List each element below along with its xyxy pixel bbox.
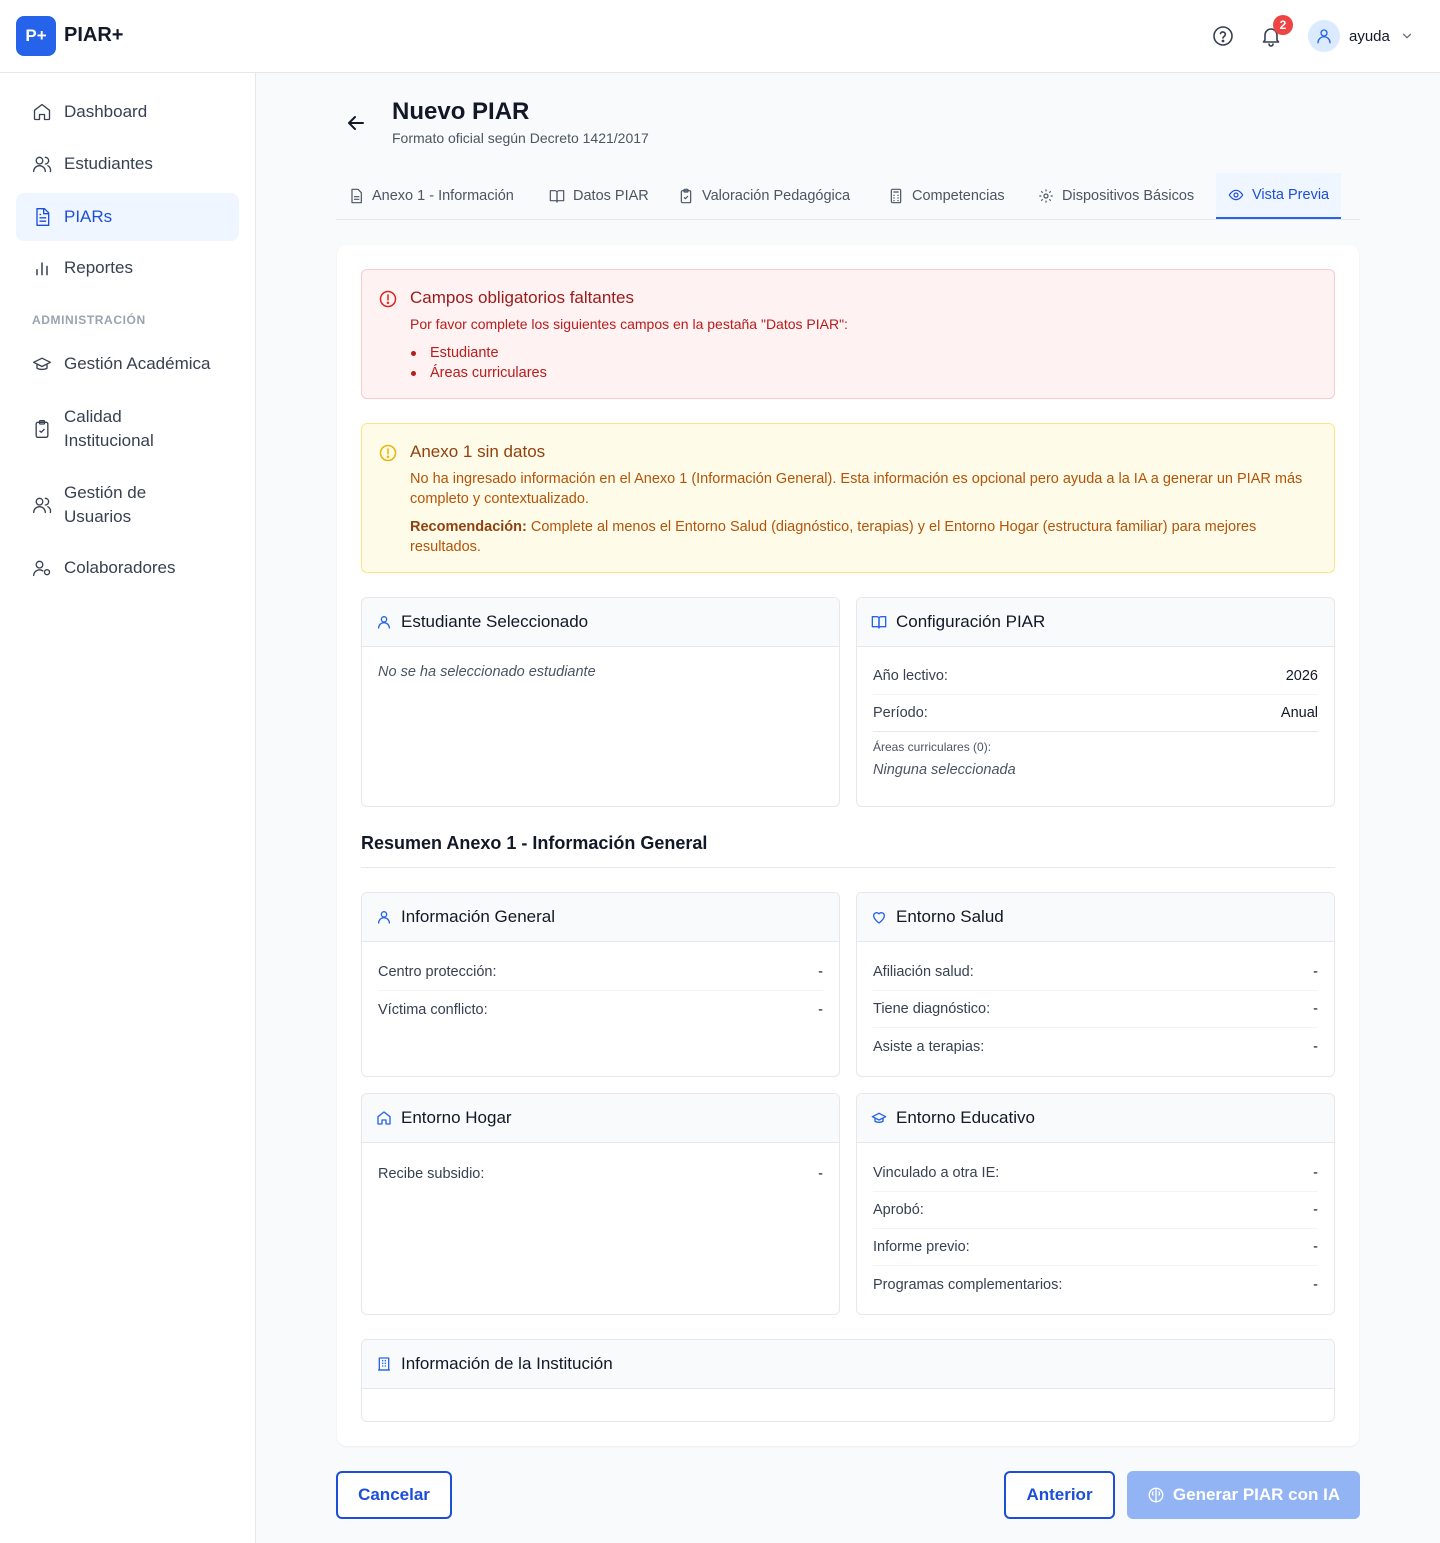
alert-circle-icon: [378, 443, 398, 463]
graduation-cap-icon: [32, 354, 52, 374]
row-label: Informe previo:: [873, 1239, 970, 1255]
row-value: -: [818, 1165, 823, 1182]
salud-panel: [856, 892, 1335, 1077]
panel-title: Información de la Institución: [401, 1354, 613, 1373]
chevron-down-icon: [1400, 29, 1414, 43]
summary-row: [378, 1155, 823, 1192]
sidebar: [0, 73, 256, 1543]
sidebar-item-label: Dashboard: [64, 102, 148, 121]
panel-title: Entorno Hogar: [401, 1108, 512, 1127]
generate-piar-button[interactable]: [1127, 1471, 1360, 1519]
calculator-icon: [888, 188, 904, 204]
hogar-panel: [361, 1093, 840, 1315]
user-cog-icon: [32, 558, 52, 578]
row-label: Centro protección:: [378, 964, 497, 980]
row-label: Tiene diagnóstico:: [873, 1001, 991, 1017]
clipboard-icon: [678, 188, 694, 204]
row-label: Recibe subsidio:: [378, 1165, 485, 1182]
panel-title: Configuración PIAR: [896, 612, 1046, 631]
tab-competencias[interactable]: [876, 173, 1017, 219]
alert-title: Campos obligatorios faltantes: [410, 288, 634, 307]
alert-circle-icon: [378, 289, 398, 309]
page-subtitle: Formato oficial según Decreto 1421/2017: [392, 130, 649, 146]
list-item: Estudiante: [430, 343, 547, 363]
summary-row: [873, 991, 1318, 1028]
users-icon: [32, 154, 52, 174]
panel-header: [857, 1094, 1334, 1143]
row-value: -: [1313, 1239, 1318, 1255]
student-panel: [361, 597, 840, 807]
row-label: Período:: [873, 705, 928, 721]
tab-anexo-1[interactable]: [336, 173, 526, 219]
sidebar-item-label: Reportes: [64, 258, 133, 277]
book-open-icon: [871, 614, 887, 630]
anexo-warning-alert: [361, 423, 1335, 573]
panel-title: Entorno Salud: [896, 907, 1004, 926]
graduation-cap-icon: [871, 1110, 887, 1126]
alert-text: Por favor complete los siguientes campos en la pestaña "Datos PIAR":: [410, 316, 848, 332]
sidebar-item-label: Gestión de Usuarios: [64, 483, 147, 526]
summary-row: [873, 1266, 1318, 1303]
sidebar-item-label: Calidad Institucional: [64, 407, 154, 450]
config-panel: [856, 597, 1335, 807]
areas-label: Áreas curriculares (0):: [873, 740, 992, 754]
educativo-panel: [856, 1093, 1335, 1315]
panel-header: [857, 893, 1334, 942]
alert-text: No ha ingresado información en el Anexo 1 (Información General). Esta información es opcional pero ayuda a la IA a generar un PIAR más completo y contextualizado.: [410, 471, 1303, 507]
info-general-panel: [361, 892, 840, 1077]
row-value: -: [1313, 1202, 1318, 1218]
back-arrow-icon[interactable]: [344, 111, 368, 135]
summary-row: [378, 954, 823, 991]
sidebar-section-admin: ADMINISTRACIÓN: [32, 313, 146, 327]
divider: [361, 867, 1335, 868]
user-menu[interactable]: [1308, 20, 1414, 52]
row-value: -: [818, 1001, 823, 1018]
summary-row: [873, 1028, 1318, 1065]
cog-icon: [1038, 188, 1054, 204]
sidebar-item-dashboard[interactable]: [16, 88, 239, 136]
row-label: Víctima conflicto:: [378, 1001, 488, 1018]
row-value: 2026: [1285, 668, 1318, 684]
areas-empty-text: Ninguna seleccionada: [873, 762, 1016, 778]
top-bar: [0, 0, 1440, 73]
tab-label: Valoración Pedagógica: [702, 188, 851, 204]
panel-header: [362, 1340, 1334, 1389]
previous-button[interactable]: Anterior: [1004, 1471, 1115, 1519]
app-name[interactable]: PIAR+: [64, 24, 124, 46]
tab-datos-piar[interactable]: [537, 173, 661, 219]
row-value: -: [1313, 964, 1318, 980]
help-icon[interactable]: [1211, 24, 1235, 48]
missing-fields-list: [430, 343, 547, 383]
tab-bar: [336, 173, 1360, 220]
book-open-icon: [549, 188, 565, 204]
tab-label: Vista Previa: [1252, 187, 1330, 203]
summary-row: [873, 1155, 1318, 1192]
sidebar-item-gestion-academica[interactable]: [16, 340, 239, 388]
sidebar-item-label: Estudiantes: [64, 154, 153, 173]
summary-row: [378, 991, 823, 1028]
config-row: [873, 695, 1318, 732]
institucion-panel: [361, 1339, 1335, 1422]
row-value: -: [1313, 1001, 1318, 1017]
bar-chart-icon: [32, 258, 52, 278]
config-row: [873, 658, 1318, 695]
heart-icon: [871, 909, 887, 925]
home-icon: [32, 102, 52, 122]
clipboard-check-icon: [32, 419, 52, 439]
panel-header: [362, 598, 839, 647]
panel-title: Información General: [401, 907, 556, 926]
row-label: Aprobó:: [873, 1202, 924, 1218]
file-icon: [348, 188, 364, 204]
tab-dispositivos[interactable]: [1026, 173, 1206, 219]
recommendation-label: Recomendación:: [410, 519, 527, 535]
row-value: -: [1313, 1276, 1318, 1293]
cancel-button[interactable]: Cancelar: [336, 1471, 452, 1519]
summary-row: [873, 1229, 1318, 1266]
user-icon: [376, 909, 392, 925]
row-value: -: [1313, 1165, 1318, 1181]
tab-label: Dispositivos Básicos: [1062, 188, 1195, 204]
tab-valoracion[interactable]: [666, 173, 862, 219]
tab-label: Anexo 1 - Información: [372, 188, 514, 204]
panel-header: [362, 1094, 839, 1143]
panel-header: [362, 893, 839, 942]
page-title: Nuevo PIAR: [392, 98, 530, 125]
user-avatar-icon: [1308, 20, 1340, 52]
row-label: Año lectivo:: [873, 668, 948, 684]
sidebar-item-piars[interactable]: [16, 193, 239, 241]
home-icon: [376, 1110, 392, 1126]
summary-title: Resumen Anexo 1 - Información General: [361, 833, 708, 853]
user-name: ayuda: [1349, 27, 1390, 45]
panel-header: [857, 598, 1334, 647]
building-icon: [376, 1356, 392, 1372]
summary-row: [873, 1192, 1318, 1229]
users-icon: [32, 495, 52, 515]
tab-label: Competencias: [912, 188, 1005, 204]
row-label: Vinculado a otra IE:: [873, 1165, 1000, 1181]
summary-row: [873, 954, 1318, 991]
sidebar-item-label: Gestión Académica: [64, 354, 211, 373]
brain-icon: [1147, 1486, 1165, 1504]
sidebar-item-calidad[interactable]: [16, 395, 239, 463]
row-label: Afiliación salud:: [873, 964, 974, 980]
recommendation-body: Complete al menos el Entorno Salud (diagnóstico, terapias) y el Entorno Hogar (estructura familiar) para mejores resultados.: [410, 519, 1257, 555]
list-item: Áreas curriculares: [430, 365, 547, 381]
eye-icon: [1228, 187, 1244, 203]
row-value: Anual: [1280, 705, 1318, 721]
panel-title: Entorno Educativo: [896, 1108, 1035, 1127]
recommendation-text: [410, 517, 1310, 557]
empty-student-text: No se ha seleccionado estudiante: [378, 664, 596, 680]
row-value: -: [1313, 1038, 1318, 1055]
app-logo[interactable]: P+: [16, 16, 56, 56]
row-label: Programas complementarios:: [873, 1276, 1063, 1293]
sidebar-item-reportes[interactable]: [16, 244, 239, 292]
required-fields-alert: [361, 269, 1335, 399]
sidebar-item-gestion-usuarios[interactable]: [16, 471, 239, 539]
user-icon: [376, 614, 392, 630]
tab-vista-previa[interactable]: [1216, 173, 1341, 219]
row-value: -: [818, 964, 823, 980]
sidebar-item-label: PIARs: [64, 207, 113, 226]
notification-badge: 2: [1273, 15, 1293, 35]
panel-title: Estudiante Seleccionado: [401, 612, 589, 631]
sidebar-item-estudiantes[interactable]: [16, 140, 239, 188]
tab-label: Datos PIAR: [573, 188, 649, 204]
generate-label: Generar PIAR con IA: [1172, 1485, 1341, 1504]
sidebar-item-label: Colaboradores: [64, 558, 176, 577]
row-label: Asiste a terapias:: [873, 1038, 985, 1055]
file-text-icon: [32, 207, 52, 227]
alert-title: Anexo 1 sin datos: [410, 442, 546, 461]
sidebar-item-colaboradores[interactable]: [16, 544, 239, 592]
